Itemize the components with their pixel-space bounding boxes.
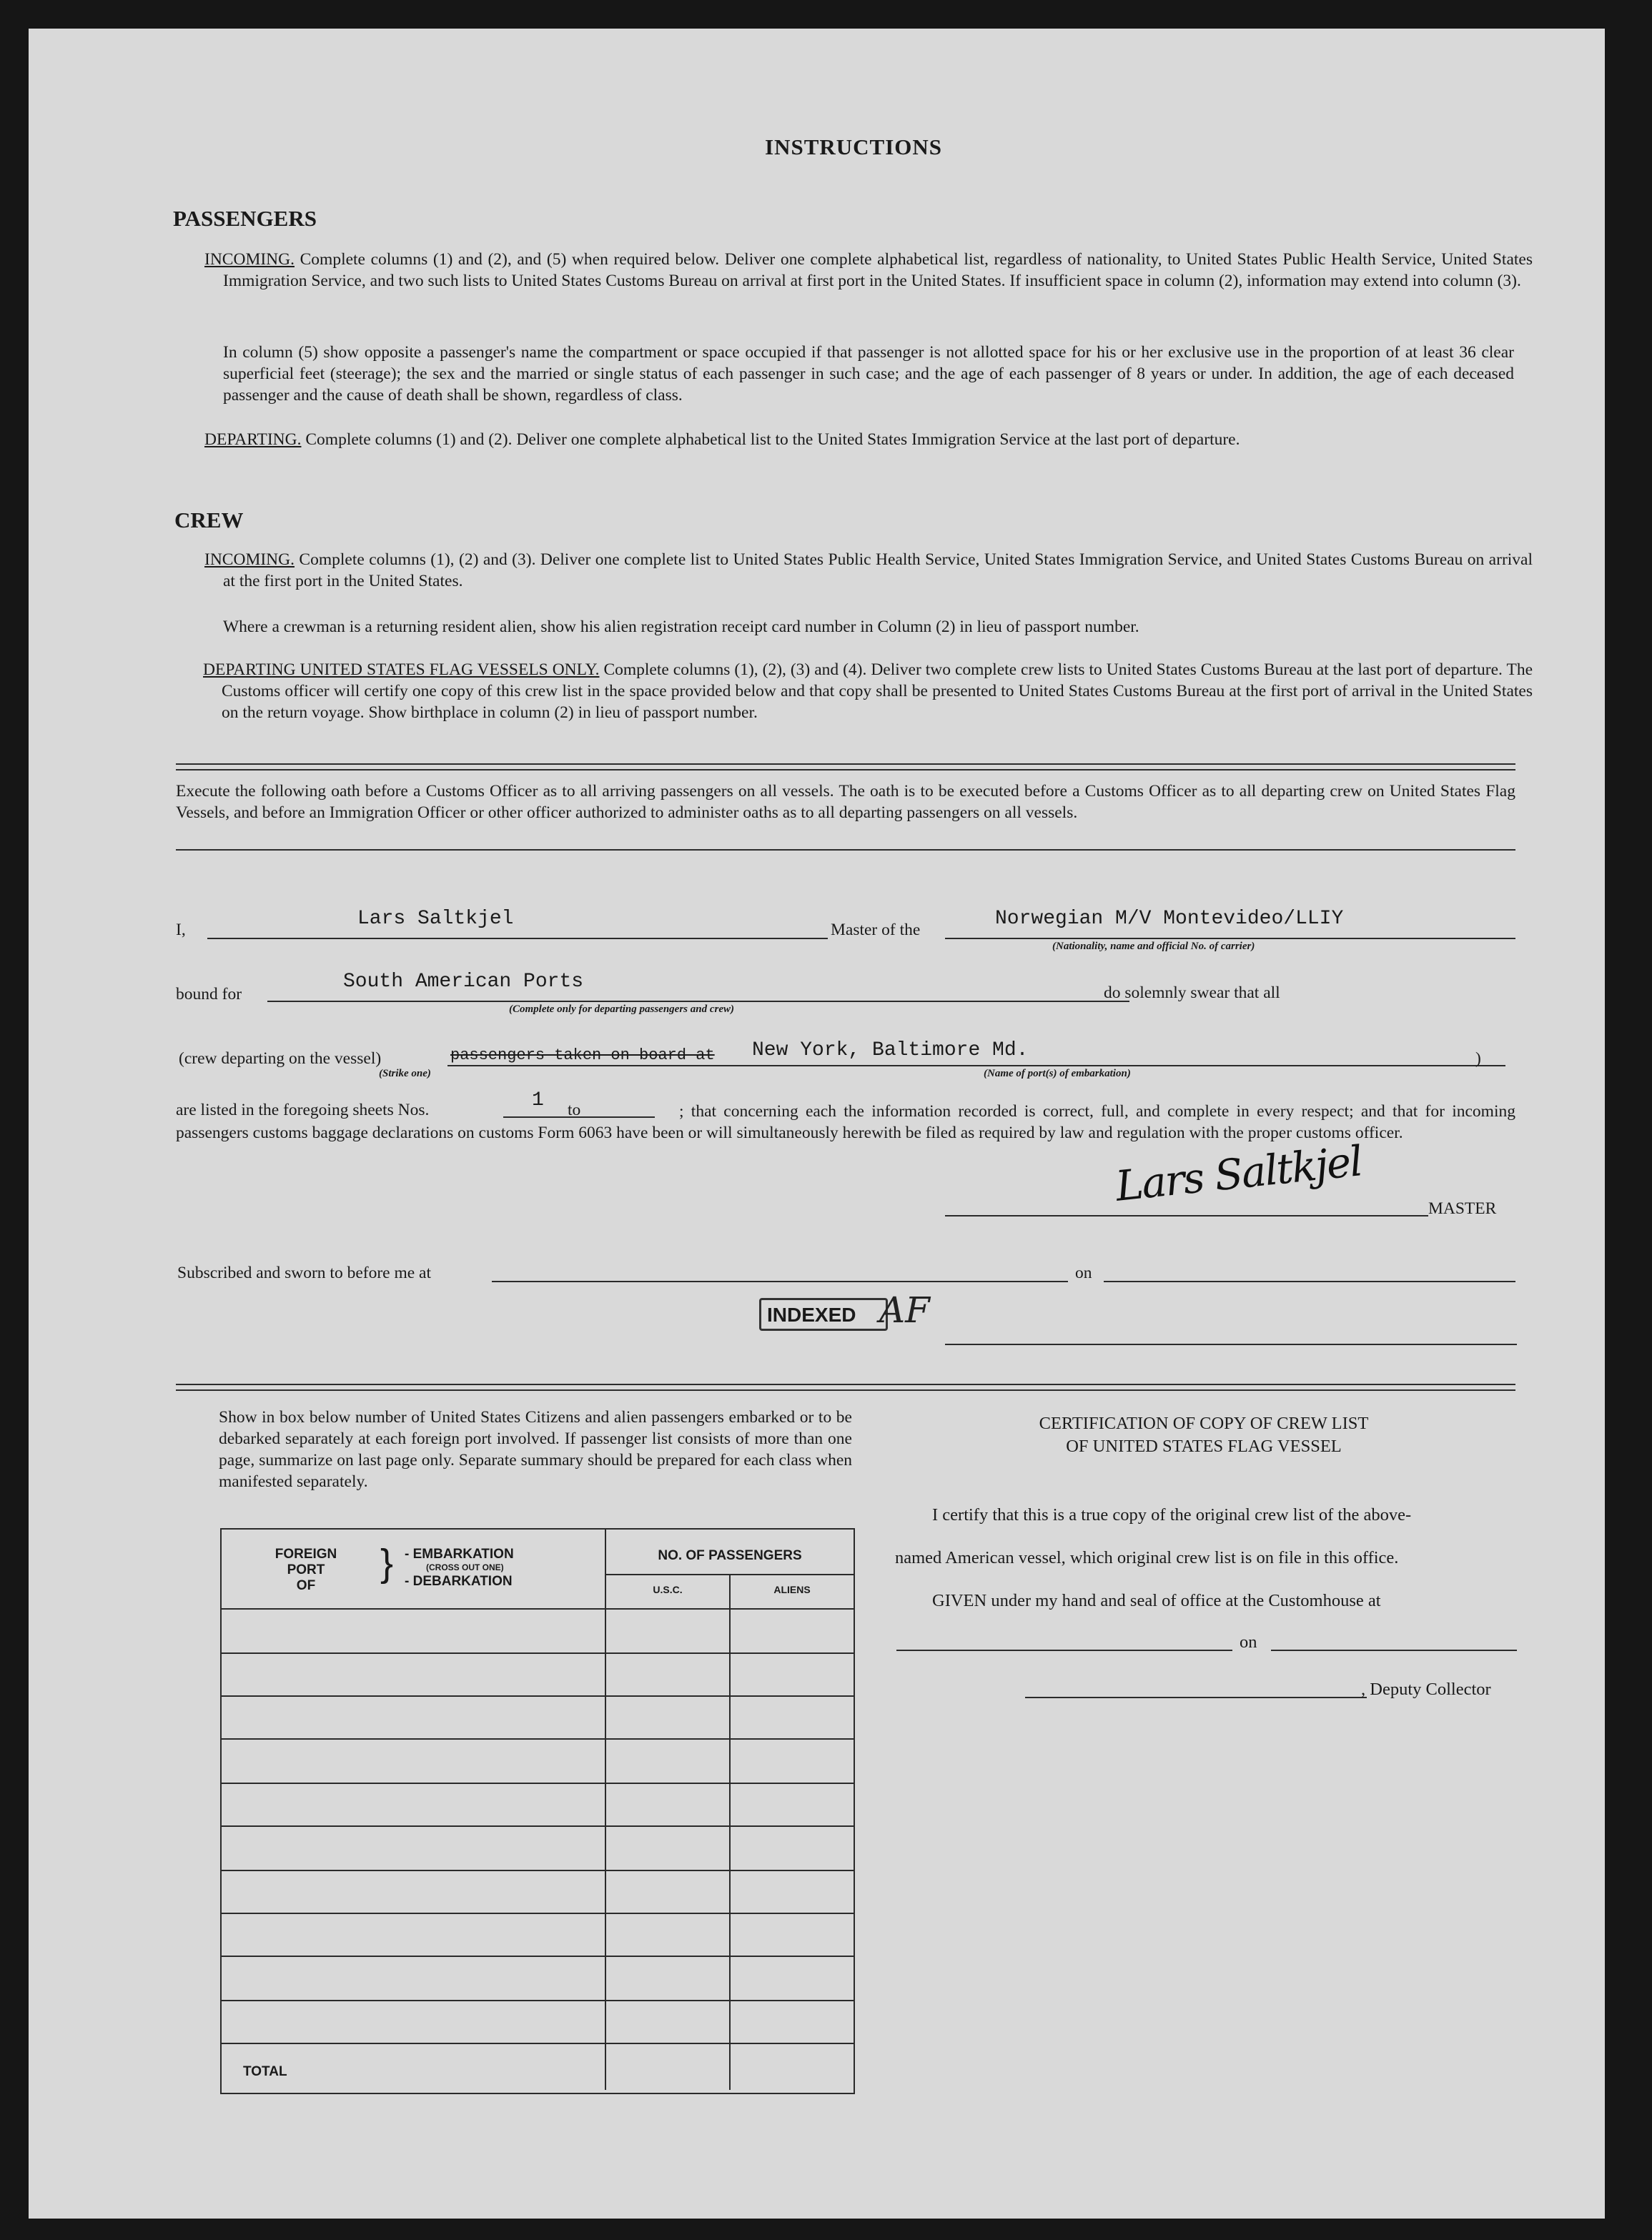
bound-for-label: bound for [176, 985, 242, 1003]
cert-line-1: I certify that this is a true copy of the original crew list of the above- [932, 1505, 1412, 1525]
ports-caption: (Name of port(s) of embarkation) [984, 1068, 1131, 1079]
passengers-departing-text: Complete columns (1) and (2). Deliver one complete alphabetical list to the United States Immigration Service at the last port of departure. [305, 430, 1240, 449]
page-title: INSTRUCTIONS [765, 134, 943, 159]
cert-place-line [896, 1650, 1232, 1651]
subscribed-on-label: on [1075, 1264, 1092, 1282]
table-row-line [222, 2000, 854, 2001]
crew-incoming-lead: INCOMING. [204, 550, 295, 569]
col-embarkation: - EMBARKATION [405, 1547, 514, 1562]
divider-oath [176, 849, 1515, 851]
to-label: to [568, 1101, 581, 1119]
crew-heading: CREW [174, 507, 244, 532]
col-usc: U.S.C. [653, 1584, 683, 1595]
subscribed-date-line [1104, 1281, 1515, 1282]
bound-for-line-2 [729, 1001, 1129, 1002]
table-col-divider-1 [605, 1530, 606, 2090]
table-row-line [222, 1608, 854, 1610]
sheet-from-value: 1 [532, 1089, 544, 1111]
crew-incoming-paragraph [204, 549, 1533, 592]
strikeout-text: passengers taken on board at [450, 1046, 715, 1064]
crew-departing-lead: DEPARTING UNITED STATES FLAG VESSELS ONLY. [203, 660, 600, 679]
divider-bottom [176, 1384, 1515, 1385]
table-row-line [222, 1695, 854, 1697]
cert-date-line [1271, 1650, 1517, 1651]
table-total-label: TOTAL [243, 2064, 287, 2079]
deputy-label: , Deputy Collector [1361, 1680, 1491, 1699]
table-row-line [222, 1825, 854, 1827]
divider-top [176, 763, 1515, 765]
passengers-incoming-paragraph [204, 249, 1533, 292]
vessel-value: Norwegian M/V Montevideo/LLIY [995, 908, 1344, 930]
subscribed-place-line [492, 1281, 1068, 1282]
crew-departing-text: Complete columns (1), (2), (3) and (4). Deliver two complete crew lists to United States Customs Bureau at the last port of departure. The Customs officer will certify one copy of this crew list in the space provided below and that copy shall be presented to United States Customs Bureau at the first port of arrival in the United States on the return voyage. Show birthplace in column (2) in lieu of passport number. [222, 660, 1533, 722]
divider-top-2 [176, 769, 1515, 770]
col-crossout: (CROSS OUT ONE) [426, 1562, 504, 1572]
master-name-line [207, 938, 828, 939]
table-row-line [222, 1738, 854, 1740]
col-foreign: FOREIGN [274, 1547, 337, 1562]
listed-label: are listed in the foregoing sheets Nos. [176, 1101, 430, 1119]
ports-value: New York, Baltimore Md. [752, 1039, 1029, 1061]
passenger-summary-table [220, 1528, 855, 2094]
ports-line [447, 1065, 1505, 1066]
col-passengers: NO. OF PASSENGERS [658, 1548, 802, 1563]
table-row-line [222, 1783, 854, 1784]
passengers-incoming-lead: INCOMING. [204, 250, 295, 269]
cert-on-label: on [1240, 1632, 1257, 1652]
officer-signature-line [945, 1344, 1517, 1345]
indexed-stamp: INDEXED [759, 1298, 888, 1331]
col-aliens: ALIENS [773, 1584, 811, 1595]
cert-line-2: named American vessel, which original crew list is on file in this office. [895, 1548, 1399, 1567]
master-name-value: Lars Saltkjel [357, 908, 514, 930]
table-row-line [222, 1652, 854, 1654]
table-row-line [222, 1956, 854, 1957]
cert-heading-2: OF UNITED STATES FLAG VESSEL [1066, 1437, 1342, 1456]
passengers-incoming-text: Complete columns (1) and (2), and (5) when required below. Deliver one complete alphabetical list, regardless of nationality, to United States Public Health Service, United States Immigration Service, and two such lists to United States Customs Bureau on arrival at first port in the United States. If insufficient space in column (2), information may extend into column (3). [223, 250, 1533, 290]
subscribed-label: Subscribed and sworn to before me at [177, 1264, 432, 1282]
stamp-initials: AF [879, 1289, 930, 1331]
vessel-caption: (Nationality, name and official No. of carrier) [1052, 941, 1255, 952]
col-port: PORT [287, 1562, 325, 1577]
col-debarkation: - DEBARKATION [405, 1574, 513, 1589]
crew-incoming-text: Complete columns (1), (2) and (3). Deliver one complete list to United States Public Health Service, United States Immigration Service, and United States Customs Bureau on arrival at the first port in the United States. [223, 550, 1533, 590]
passengers-column5-paragraph: In column (5) show opposite a passenger's name the compartment or space occupied if that passenger is not allotted space for his or her exclusive use in the proportion of at least 36 clear superficial feet (steerage); the sex and the married or single status of each passenger in such case; and the age of each passenger of 8 years or under. In addition, the age of each deceased passenger and the cause of death shall be shown, regardless of class. [223, 343, 1514, 405]
cert-line-3: GIVEN under my hand and seal of office at the Customhouse at [932, 1591, 1381, 1610]
passengers-departing-paragraph [204, 429, 1533, 450]
vessel-line [945, 938, 1515, 939]
table-row-line [222, 1913, 854, 1914]
master-signature: Lars Saltkjel [1113, 1136, 1364, 1211]
swear-label: do solemnly swear that all [1104, 983, 1280, 1002]
col-of: OF [296, 1578, 316, 1593]
crew-departing-label: (crew departing on the vessel) [179, 1049, 382, 1068]
strike-caption: (Strike one) [379, 1068, 431, 1079]
deputy-signature-line [1025, 1697, 1367, 1698]
crew-departing-paragraph [203, 659, 1533, 723]
passengers-heading: PASSENGERS [173, 206, 317, 231]
oath-intro-paragraph: Execute the following oath before a Customs Officer as to all arriving passengers on all vessels. The oath is to be executed before a Customs Officer as to all departing crew on United States Flag Vessels, and before an Immigration Officer or other officer authorized to administer oaths as to all departing passengers on all vessels. [176, 782, 1515, 822]
brace-icon: } [380, 1542, 394, 1585]
table-subheader-line [606, 1574, 854, 1575]
divider-bottom-2 [176, 1389, 1515, 1391]
bound-for-caption: (Complete only for departing passengers and crew) [509, 1003, 734, 1015]
document-page [29, 29, 1605, 2219]
close-paren: ) [1475, 1049, 1481, 1068]
cert-heading-1: CERTIFICATION OF COPY OF CREW LIST [1039, 1414, 1369, 1433]
passengers-departing-lead: DEPARTING. [204, 430, 302, 449]
crew-resident-paragraph: Where a crewman is a returning resident alien, show his alien registration receipt card number in Column (2) in lieu of passport number. [223, 618, 1139, 636]
master-signature-line [945, 1215, 1428, 1216]
summary-instructions: Show in box below number of United States Citizens and alien passengers embarked or to be debarked separately at each foreign port involved. If passenger list consists of more than one page, summarize on last page only. Separate summary should be prepared for each class when manifested separately. [219, 1408, 852, 1491]
table-row-line [222, 2043, 854, 2044]
oath-i-label: I, [176, 921, 186, 939]
master-label: MASTER [1428, 1199, 1497, 1218]
bound-for-value: South American Ports [343, 971, 584, 993]
table-row-line [222, 1870, 854, 1871]
listed-paragraph: ; that concerning each the information recorded is correct, full, and complete in every respect; and that for incoming passengers customs baggage declarations on customs Form 6063 have been or will simultaneously herewith be filed as required by law and regulation with the proper customs officer. [176, 1102, 1515, 1142]
master-of-label: Master of the [831, 921, 921, 939]
